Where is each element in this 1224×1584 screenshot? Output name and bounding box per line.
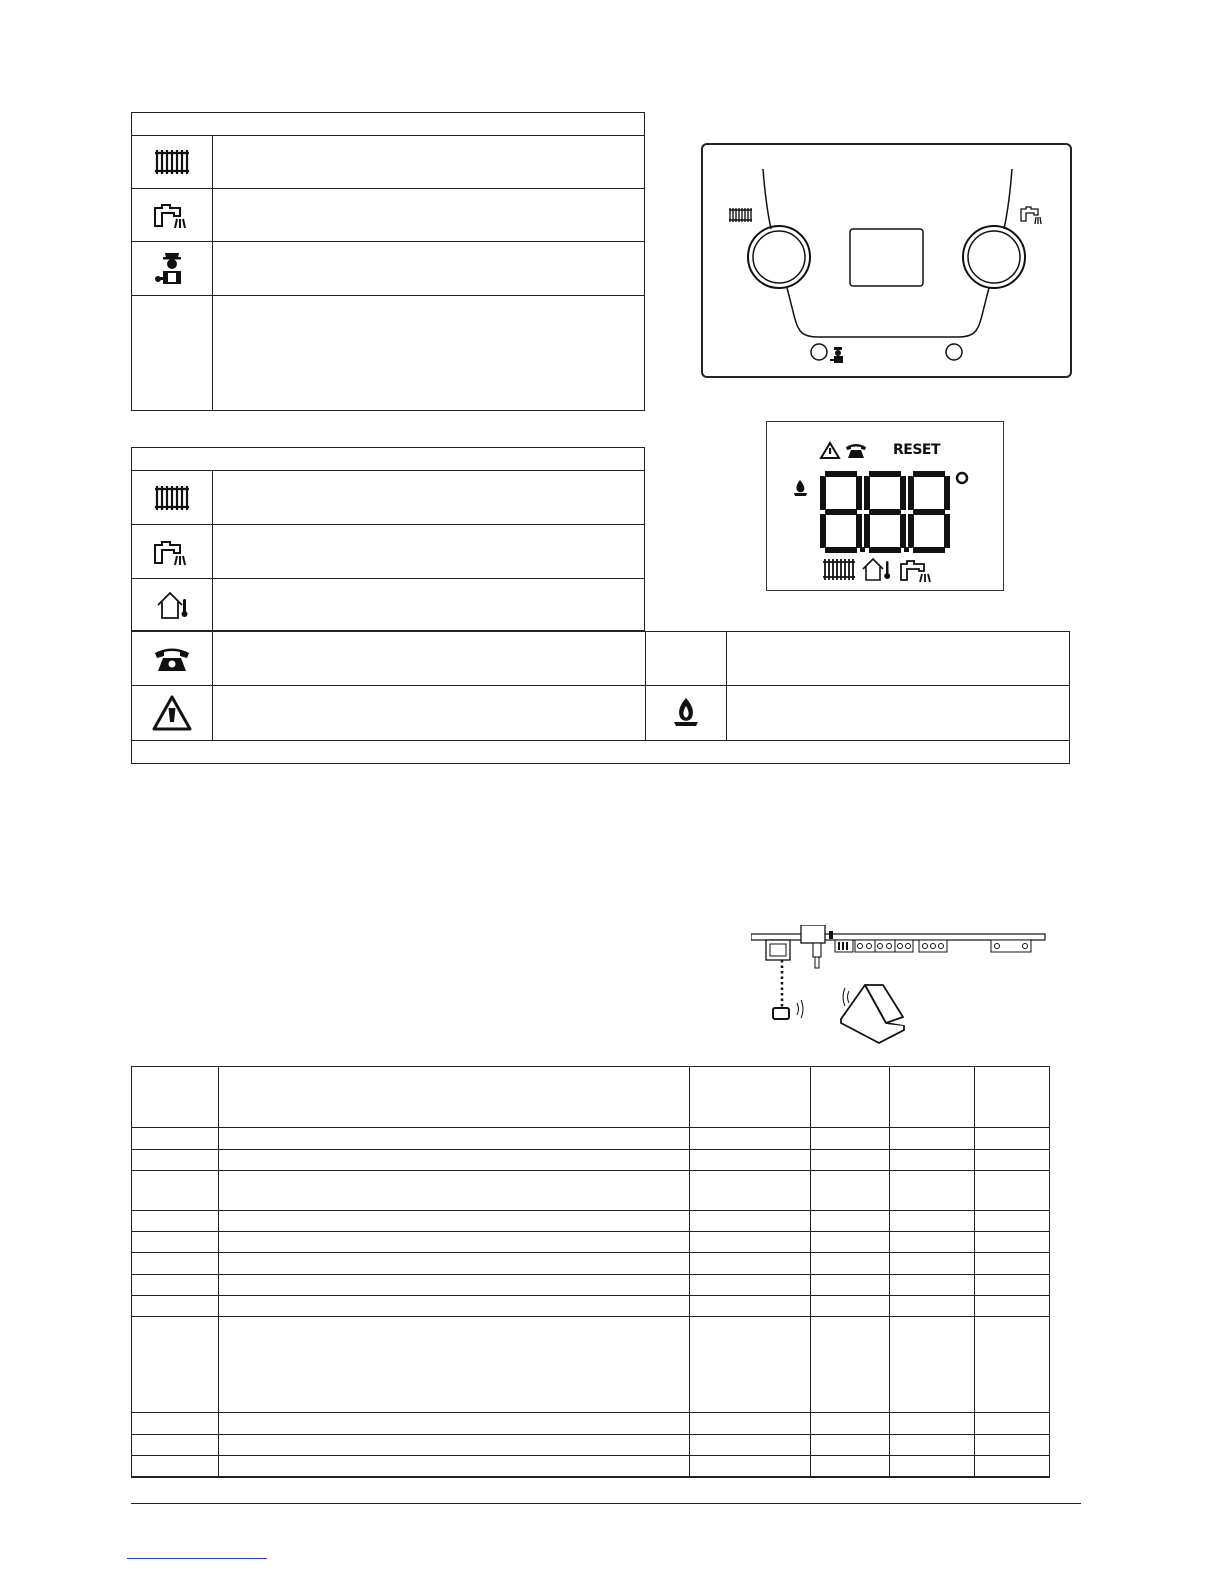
- radiator-icon: [132, 136, 213, 189]
- tap-icon: [132, 525, 213, 579]
- right-description: [727, 632, 1070, 686]
- radiator-icon: [132, 471, 213, 525]
- header-default: [811, 1067, 890, 1128]
- mode-button: [946, 344, 962, 360]
- table-row: [132, 1171, 1050, 1211]
- table-header-row: [132, 448, 645, 471]
- flame-description: [727, 686, 1070, 740]
- table-row: [132, 1232, 1050, 1253]
- lcd-flame-icon: [794, 480, 807, 496]
- table-row: [132, 1413, 1050, 1435]
- table-row: [132, 296, 645, 411]
- table-footer-row: [132, 740, 1070, 763]
- tap-description: [213, 189, 645, 242]
- empty-icon-cell: [646, 632, 727, 686]
- header-description: [219, 1067, 690, 1128]
- laptop-icon: [841, 985, 904, 1043]
- table-row: [132, 1456, 1050, 1477]
- service-engineer-icon: [132, 242, 213, 296]
- display-legend-table-bottom: [131, 631, 1070, 764]
- telephone-icon: [132, 632, 213, 686]
- dhw-knob: [963, 226, 1025, 288]
- header-code: [132, 1067, 219, 1128]
- lcd-telephone-icon: [846, 444, 866, 458]
- header-range: [690, 1067, 811, 1128]
- table-row: [132, 1211, 1050, 1232]
- table-row: [132, 1296, 1050, 1317]
- table-row: [132, 1253, 1050, 1275]
- service-description: [213, 242, 645, 296]
- lcd-house-icon: [863, 559, 890, 580]
- radiator-description: [213, 471, 645, 525]
- house-thermometer-icon: [132, 579, 213, 631]
- table-row: [132, 686, 1070, 740]
- empty-icon-cell: [132, 296, 213, 411]
- pc-connection-diagram: [751, 925, 1046, 1055]
- table-row: [132, 189, 645, 242]
- extra-description: [213, 296, 645, 411]
- table-row: [132, 1128, 1050, 1150]
- controls-legend-table: [131, 112, 645, 411]
- table-row: [132, 471, 645, 525]
- flame-icon: [646, 686, 727, 740]
- fault-description: [213, 686, 646, 740]
- display-legend-table: [131, 447, 645, 631]
- outdoor-sensor-description: [213, 579, 645, 631]
- table-row: [132, 136, 645, 189]
- table-row: [132, 1477, 1050, 1478]
- lcd-warning-icon: [821, 443, 839, 458]
- lcd-reset-label: RESET: [893, 442, 941, 458]
- tap-icon: [132, 189, 213, 242]
- reset-button: [811, 344, 827, 360]
- table-row: [132, 1275, 1050, 1296]
- table-row: [132, 1435, 1050, 1456]
- header-setting: [890, 1067, 975, 1128]
- lcd-tap-icon: [901, 561, 930, 582]
- table-row: [132, 579, 645, 631]
- lcd-radiator-icon: [823, 559, 855, 580]
- table-row: [132, 1150, 1050, 1171]
- tap-description: [213, 525, 645, 579]
- header-unit: [975, 1067, 1050, 1128]
- table-row: [132, 525, 645, 579]
- heating-knob: [748, 226, 810, 288]
- footer-link[interactable]: [127, 1558, 267, 1559]
- table-header-row: [132, 113, 645, 136]
- table-row: [132, 1317, 1050, 1413]
- table-header-row: [132, 1067, 1050, 1128]
- boiler-control-panel: [701, 143, 1072, 378]
- table-row: [132, 632, 1070, 686]
- telephone-description: [213, 632, 646, 686]
- parameter-table: [131, 1066, 1050, 1478]
- lcd-display: [766, 421, 1004, 591]
- footer-rule: [131, 1503, 1081, 1504]
- table-row: [132, 242, 645, 296]
- warning-triangle-icon: [132, 686, 213, 740]
- radiator-description: [213, 136, 645, 189]
